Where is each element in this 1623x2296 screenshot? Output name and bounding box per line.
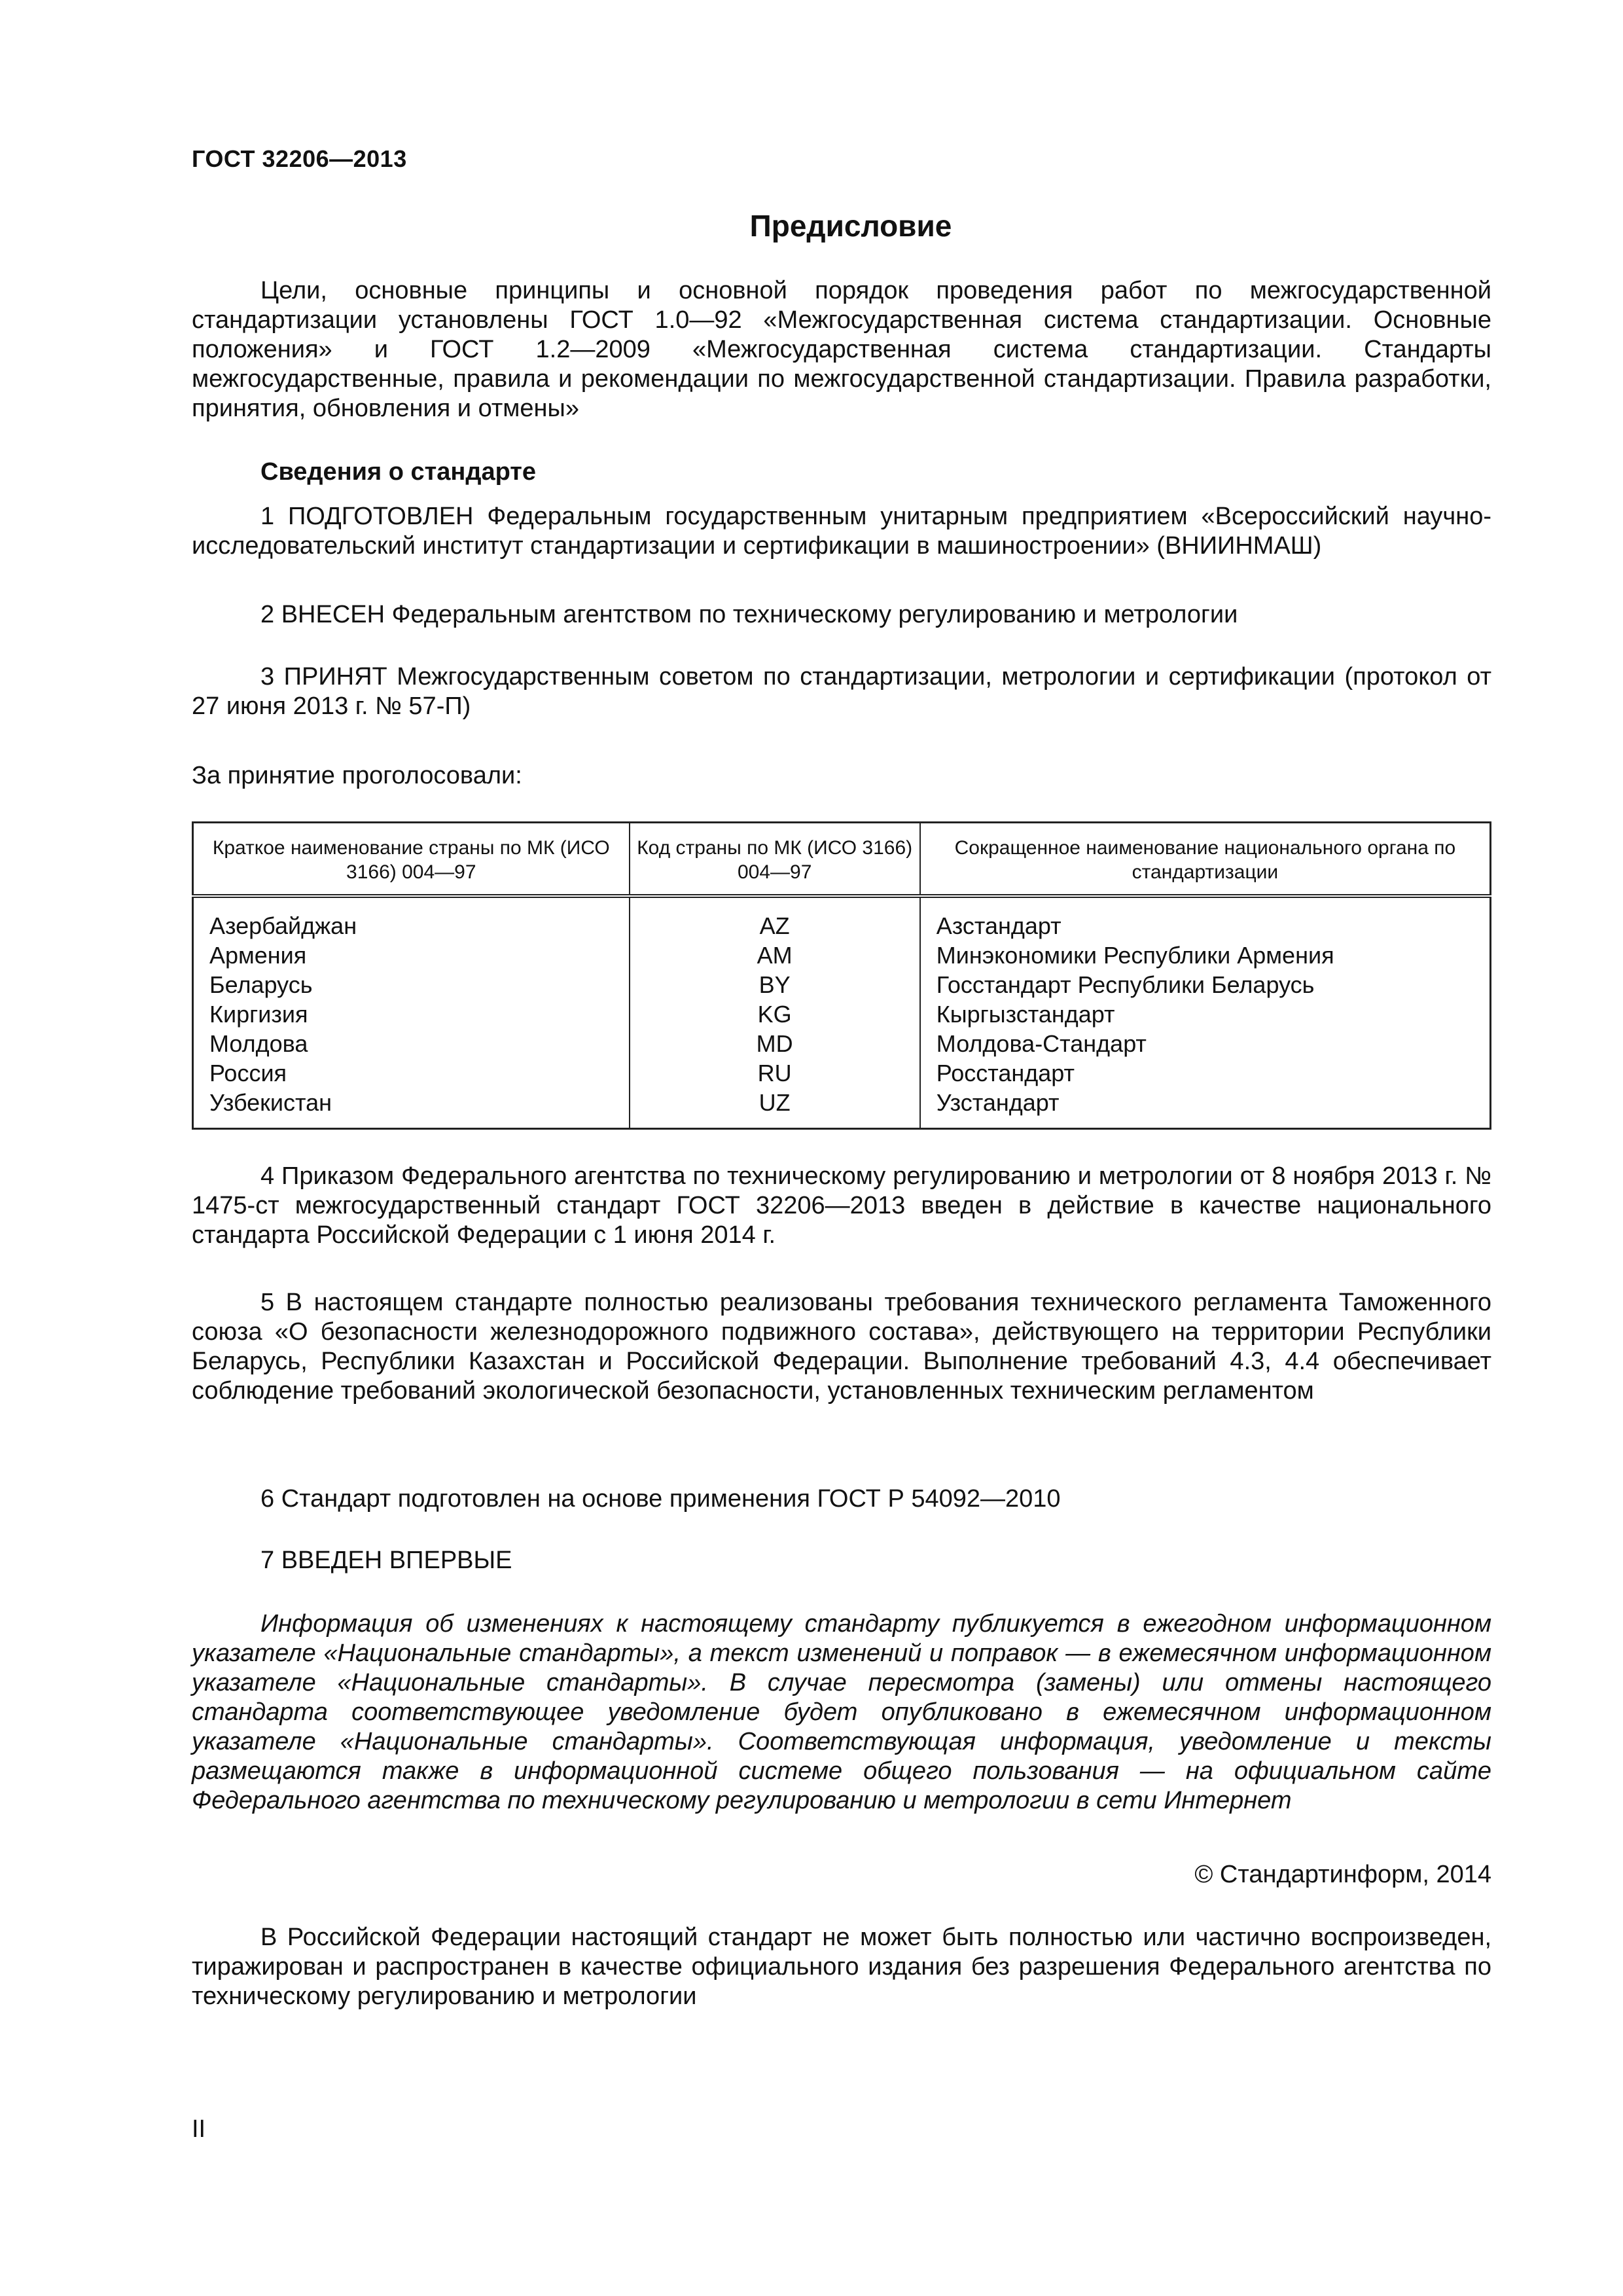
member-states-table — [192, 821, 1491, 1130]
table-row — [193, 941, 1491, 970]
item-6-text: 6 Стандарт подготовлен на основе применения ГОСТ Р 54092—2010 — [260, 1485, 1061, 1513]
table-header-row — [193, 823, 1491, 897]
table-row — [193, 970, 1491, 999]
column-header-body: Сокращенное наименование национального органа по стандартизации — [920, 823, 1491, 897]
country-code: AZ — [630, 896, 920, 941]
item-2-paragraph — [192, 600, 1491, 630]
country-name: Армения — [193, 941, 630, 970]
standard-code-header: ГОСТ 32206—2013 — [192, 145, 407, 172]
country-name: Киргизия — [193, 999, 630, 1029]
country-code: KG — [630, 999, 920, 1029]
country-name: Узбекистан — [193, 1088, 630, 1129]
item-3-text: 3 ПРИНЯТ Межгосударственным советом по стандартизации, метрологии и сертификации (протокол от 27 июня 2013 г. № 57-П) — [192, 663, 1491, 720]
item-2-text: 2 ВНЕСЕН Федеральным агентством по техническому регулированию и метрологии — [260, 601, 1238, 628]
voted-label: За принятие проголосовали: — [192, 762, 522, 789]
notice-paragraph — [192, 1609, 1491, 1816]
country-name: Россия — [193, 1058, 630, 1088]
country-name: Беларусь — [193, 970, 630, 999]
notice-text: Информация об изменениях к настоящему стандарту публикуется в ежегодном информационном указателе «Национальные стандарты», а текст изменений и поправок — в ежемесячном информационном указателе «Национальные стандарты». В случае пересмотра (замены) или отмены настоящего стандарта соответствующее уведомление будет опубликовано в ежемесячном информационном указателе «Национальные стандарты». Соответствующая информация, уведомление и тексты размещаются также в информационной системе общего пользования — на официальном сайте Федерального агентства по техническому регулированию и метрологии в сети Интернет — [192, 1610, 1491, 1814]
standards-body: Госстандарт Республики Беларусь — [920, 970, 1491, 999]
item-7-text: 7 ВВЕДЕН ВПЕРВЫЕ — [260, 1547, 512, 1574]
standards-body: Кыргызстандарт — [920, 999, 1491, 1029]
copyright-line: © Стандартинформ, 2014 — [1194, 1861, 1491, 1888]
item-3-paragraph — [192, 662, 1491, 721]
standards-body: Росстандарт — [920, 1058, 1491, 1088]
country-code: RU — [630, 1058, 920, 1088]
column-header-code: Код страны по МК (ИСО 3166) 004—97 — [630, 823, 920, 897]
standards-body: Минэкономики Республики Армения — [920, 941, 1491, 970]
country-name: Азербайджан — [193, 896, 630, 941]
country-code: MD — [630, 1029, 920, 1058]
item-6-paragraph — [192, 1484, 1491, 1514]
rights-paragraph — [192, 1923, 1491, 2011]
intro-paragraph — [192, 276, 1491, 423]
standards-body: Азстандарт — [920, 896, 1491, 941]
table-row — [193, 1058, 1491, 1088]
country-code: AM — [630, 941, 920, 970]
table-row — [193, 1088, 1491, 1129]
info-heading: Сведения о стандарте — [260, 458, 537, 486]
standards-body: Молдова-Стандарт — [920, 1029, 1491, 1058]
rights-text: В Российской Федерации настоящий стандарт не может быть полностью или частично воспроизведен, тиражирован и распространен в качестве официального издания без разрешения Федерального агентства по техническому регулированию и метрологии — [192, 1924, 1491, 2010]
standards-body: Узстандарт — [920, 1088, 1491, 1129]
table-row — [193, 1029, 1491, 1058]
item-4-paragraph — [192, 1162, 1491, 1250]
item-7-paragraph — [192, 1546, 1491, 1575]
country-name: Молдова — [193, 1029, 630, 1058]
country-code: BY — [630, 970, 920, 999]
table-row — [193, 896, 1491, 941]
item-5-text: 5 В настоящем стандарте полностью реализованы требования технического регламента Таможенного союза «О безопасности железнодорожного подвижного состава», действующего на территории Республики Беларусь, Республики Казахстан и Российской Федерации. Выполнение требований 4.3, 4.4 обеспечивает соблюдение требований экологической безопасности, установленных техническим регламентом — [192, 1289, 1491, 1405]
item-4-text: 4 Приказом Федерального агентства по техническому регулированию и метрологии от 8 ноября 2013 г. № 1475-ст межгосударственный стандарт ГОСТ 32206—2013 введен в действие в качестве национального стандарта Российской Федерации с 1 июня 2014 г. — [192, 1162, 1491, 1249]
intro-text: Цели, основные принципы и основной порядок проведения работ по межгосударственной стандартизации установлены ГОСТ 1.0—92 «Межгосударственная система стандартизации. Основные положения» и ГОСТ 1.2—2009 «Межгосударственная система стандартизации. Стандарты межгосударственные, правила и рекомендации по межгосударственной стандартизации. Правила разработки, принятия, обновления и отмены» — [192, 277, 1491, 422]
item-5-paragraph — [192, 1288, 1491, 1406]
item-1-text: 1 ПОДГОТОВЛЕН Федеральным государственным унитарным предприятием «Всероссийский научно-исследовательский институт стандартизации и сертификации в машиностроении» (ВНИИНМАШ) — [192, 503, 1491, 560]
item-1-paragraph — [192, 502, 1491, 561]
country-code: UZ — [630, 1088, 920, 1129]
page-title: Предисловие — [749, 209, 952, 243]
page-number: II — [192, 2115, 206, 2143]
table-row — [193, 999, 1491, 1029]
column-header-country: Краткое наименование страны по МК (ИСО 3166) 004—97 — [193, 823, 630, 897]
